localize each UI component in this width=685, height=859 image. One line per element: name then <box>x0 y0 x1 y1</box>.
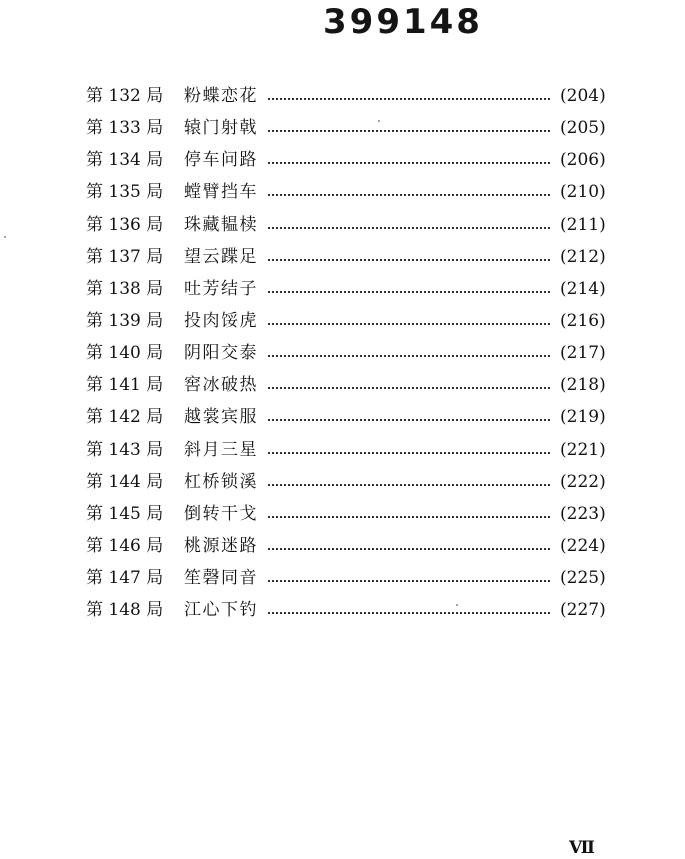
entry-page: (225) <box>560 568 606 589</box>
entry-number: 第 146 局 <box>86 535 164 556</box>
dot-leader <box>268 323 550 325</box>
dot-leader <box>268 580 550 582</box>
dot-leader <box>268 452 550 454</box>
dot-leader <box>268 227 550 229</box>
toc-entry[interactable] <box>0 337 685 369</box>
toc-entry[interactable] <box>0 530 685 562</box>
dot-leader <box>268 612 550 614</box>
entry-page: (227) <box>560 600 606 621</box>
entry-page: (224) <box>560 535 606 556</box>
entry-page: (222) <box>560 471 606 492</box>
entry-page: (218) <box>560 375 606 396</box>
entry-number: 第 144 局 <box>86 471 164 492</box>
toc-entry[interactable] <box>0 209 685 241</box>
entry-number: 第 137 局 <box>86 246 164 267</box>
entry-page: (216) <box>560 310 606 331</box>
entry-number: 第 147 局 <box>86 568 164 589</box>
entry-number: 第 143 局 <box>86 439 164 460</box>
entry-title: 笙磬同音 <box>184 568 258 589</box>
entry-title: 投肉馁虎 <box>184 310 258 331</box>
entry-page: (205) <box>560 118 606 139</box>
entry-title: 停车问路 <box>184 150 258 171</box>
table-of-contents <box>0 80 685 626</box>
entry-page: (206) <box>560 150 606 171</box>
entry-number: 第 136 局 <box>86 214 164 235</box>
entry-number: 第 139 局 <box>86 310 164 331</box>
entry-title: 辕门射戟 <box>184 118 258 139</box>
dot-leader <box>268 387 550 389</box>
entry-title: 珠藏韫椟 <box>184 214 258 235</box>
toc-entry[interactable] <box>0 241 685 273</box>
toc-entry[interactable] <box>0 562 685 594</box>
entry-page: (217) <box>560 343 606 364</box>
dot-leader <box>268 291 550 293</box>
toc-entry[interactable] <box>0 305 685 337</box>
toc-entry[interactable] <box>0 176 685 208</box>
entry-page: (214) <box>560 278 606 299</box>
toc-entry[interactable] <box>0 273 685 305</box>
entry-title: 窖冰破热 <box>184 375 258 396</box>
entry-title: 越裳宾服 <box>184 407 258 428</box>
toc-entry[interactable] <box>0 466 685 498</box>
dot-leader <box>268 516 550 518</box>
toc-entry[interactable] <box>0 80 685 112</box>
entry-page: (223) <box>560 503 606 524</box>
entry-page: (212) <box>560 246 606 267</box>
page-number: Ⅶ <box>569 838 594 858</box>
entry-title: 望云蹀足 <box>184 246 258 267</box>
entry-number: 第 133 局 <box>86 118 164 139</box>
dot-leader <box>268 355 550 357</box>
entry-number: 第 132 局 <box>86 86 164 106</box>
entry-title: 江心下钓 <box>184 600 258 621</box>
entry-title: 倒转干戈 <box>184 503 258 524</box>
dot-leader <box>268 548 550 550</box>
dot-leader <box>268 419 550 421</box>
entry-title: 桃源迷路 <box>184 535 258 556</box>
entry-title: 斜月三星 <box>184 439 258 460</box>
dot-leader <box>268 259 550 261</box>
entry-page: (219) <box>560 407 606 428</box>
dot-leader <box>268 162 550 164</box>
entry-page: (204) <box>560 86 606 106</box>
toc-entry[interactable] <box>0 434 685 466</box>
toc-entry[interactable] <box>0 594 685 626</box>
entry-page: (210) <box>560 182 606 203</box>
toc-entry[interactable] <box>0 401 685 433</box>
entry-title: 阴阳交泰 <box>184 343 258 364</box>
entry-number: 第 141 局 <box>86 375 164 396</box>
entry-number: 第 140 局 <box>86 343 164 364</box>
entry-number: 第 138 局 <box>86 278 164 299</box>
toc-entry[interactable] <box>0 144 685 176</box>
entry-title: 粉蝶恋花 <box>184 86 258 106</box>
entry-number: 第 134 局 <box>86 150 164 171</box>
entry-page: (211) <box>560 214 606 235</box>
entry-number: 第 148 局 <box>86 600 164 621</box>
toc-entry[interactable] <box>0 112 685 144</box>
dot-leader <box>268 194 550 196</box>
entry-number: 第 145 局 <box>86 503 164 524</box>
dot-leader <box>268 484 550 486</box>
scan-speck <box>378 120 380 122</box>
scan-speck <box>4 236 6 238</box>
dot-leader <box>268 130 550 132</box>
entry-number: 第 142 局 <box>86 407 164 428</box>
scan-speck <box>456 604 458 606</box>
entry-title: 杠桥锁溪 <box>184 471 258 492</box>
stamp-number: 399148 <box>323 2 483 42</box>
entry-title: 螳臂挡车 <box>184 182 258 203</box>
toc-entry[interactable] <box>0 498 685 530</box>
entry-page: (221) <box>560 439 606 460</box>
dot-leader <box>268 98 550 100</box>
entry-title: 吐芳结子 <box>184 278 258 299</box>
entry-number: 第 135 局 <box>86 182 164 203</box>
toc-entry[interactable] <box>0 369 685 401</box>
